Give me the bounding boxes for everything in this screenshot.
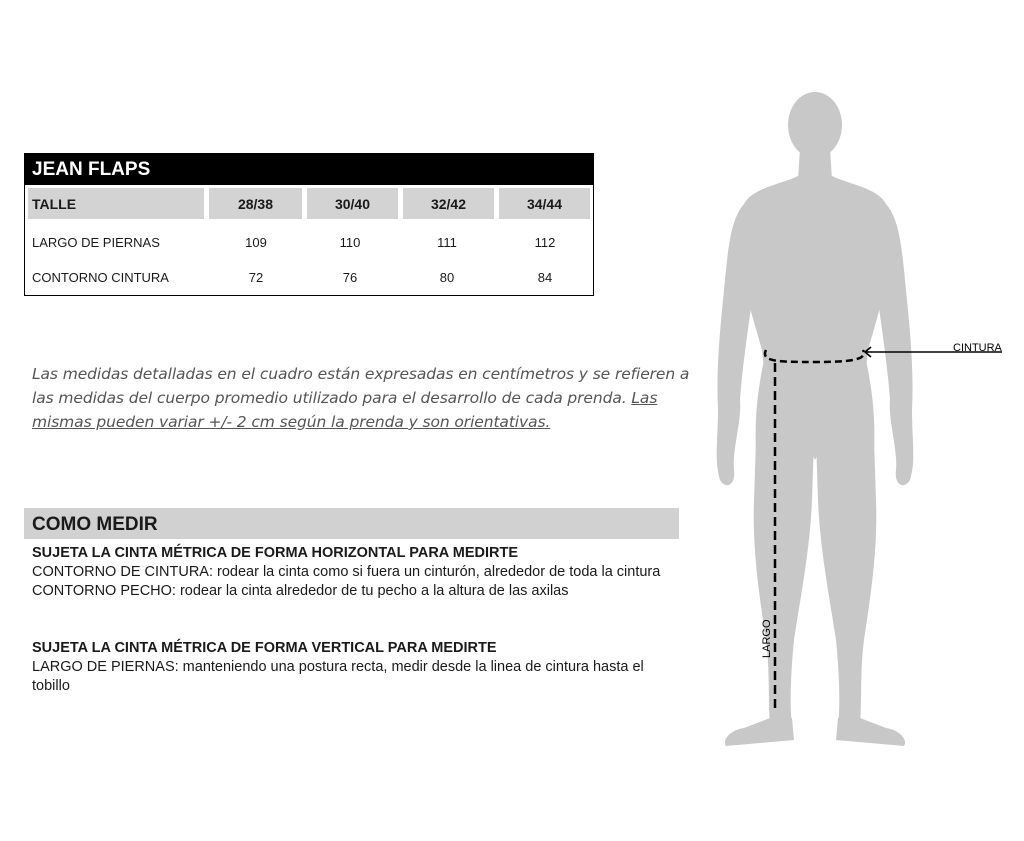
header-size: 34/44 xyxy=(499,188,590,219)
table-cell: 80 xyxy=(439,270,455,285)
table-cell: 109 xyxy=(245,235,267,250)
note-underlined-text: Las mismas pueden variar +/- 2 cm según la prenda y son orientativas. xyxy=(32,389,658,431)
header-talle: TALLE xyxy=(28,188,204,219)
table-row xyxy=(28,231,590,255)
table-cell: 76 xyxy=(342,270,358,285)
how-to-measure-title: COMO MEDIR xyxy=(24,508,679,539)
table-cell: 112 xyxy=(534,235,556,250)
waist-label: CINTURA xyxy=(953,342,1002,354)
silhouette xyxy=(717,92,914,746)
legs-instruction: LARGO DE PIERNAS: manteniendo una postura recta, medir desde la linea de cintura hasta el tobillo xyxy=(32,659,644,694)
note-text: Las medidas detalladas en el cuadro están expresadas en centímetros y se refieren a las medidas del cuerpo promedio utilizado para el desarrollo de cada prenda. xyxy=(32,365,690,407)
header-size: 32/42 xyxy=(403,188,494,219)
vertical-heading: SUJETA LA CINTA MÉTRICA DE FORMA VERTICAL PARA MEDIRTE xyxy=(32,640,497,656)
table-header-row xyxy=(28,188,590,219)
row-label: CONTORNO CINTURA xyxy=(32,270,169,285)
table-cell: 84 xyxy=(537,270,553,285)
body-silhouette-figure xyxy=(700,80,1024,760)
measurement-note xyxy=(32,362,692,434)
chest-instruction: CONTORNO PECHO: rodear la cinta alrededor de tu pecho a la altura de las axilas xyxy=(32,583,569,599)
table-cell: 110 xyxy=(339,235,361,250)
table-cell: 111 xyxy=(437,235,457,250)
table-row xyxy=(28,266,590,290)
table-title: JEAN FLAPS xyxy=(25,154,593,185)
horizontal-instructions xyxy=(32,544,682,601)
horizontal-heading: SUJETA LA CINTA MÉTRICA DE FORMA HORIZONTAL PARA MEDIRTE xyxy=(32,545,518,561)
row-label: LARGO DE PIERNAS xyxy=(32,235,160,250)
header-size: 30/40 xyxy=(307,188,398,219)
waist-instruction: CONTORNO DE CINTURA: rodear la cinta como si fuera un cinturón, alrededor de toda la cintura xyxy=(32,564,661,580)
vertical-instructions xyxy=(32,639,682,696)
header-size: 28/38 xyxy=(209,188,302,219)
length-label: LARGO xyxy=(761,619,773,658)
table-cell: 72 xyxy=(248,270,264,285)
size-table xyxy=(24,153,594,296)
